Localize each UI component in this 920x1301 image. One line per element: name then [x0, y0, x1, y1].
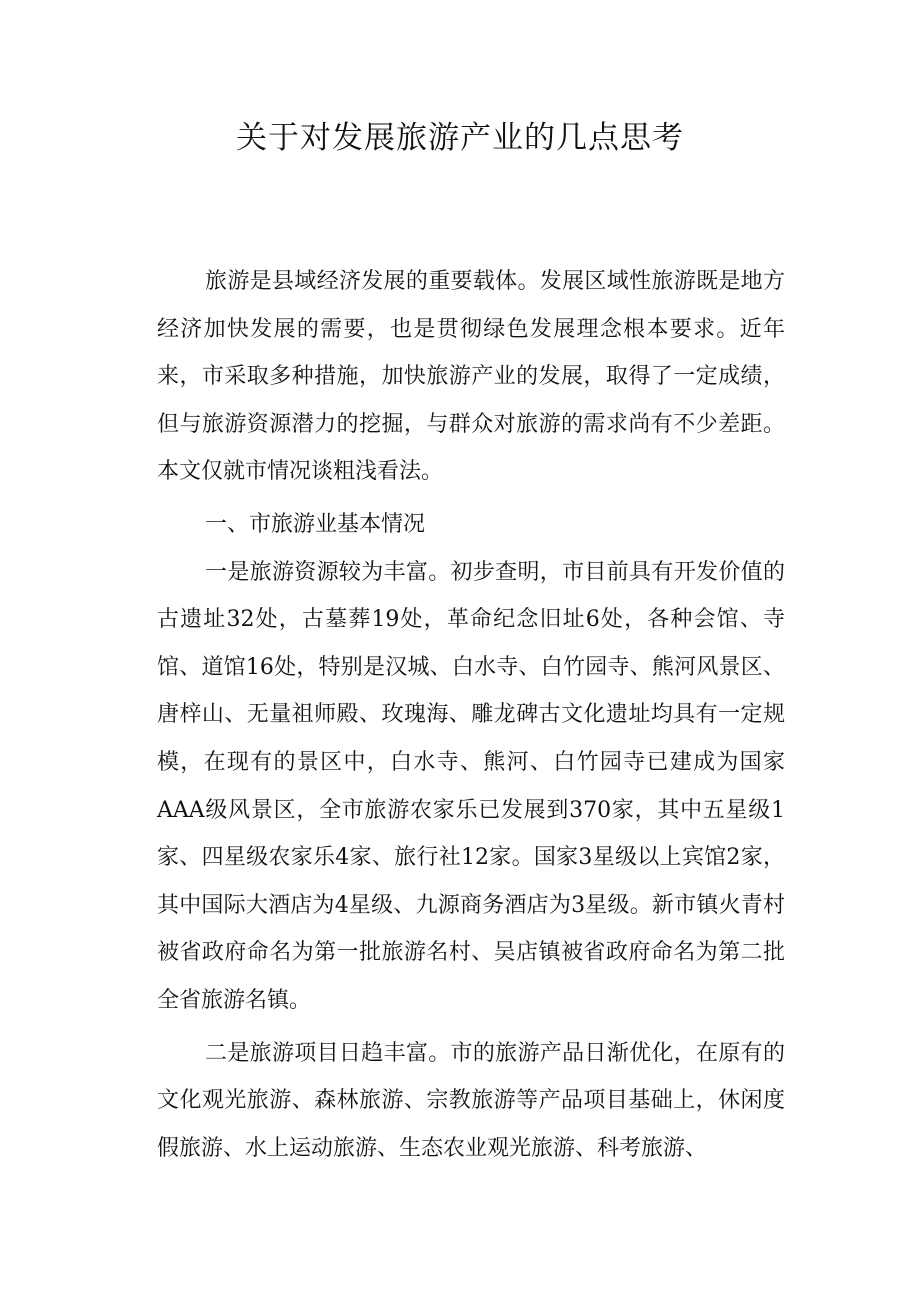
document-title: 关于对发展旅游产业的几点思考 — [236, 120, 684, 156]
document-body — [157, 258, 785, 1172]
section-heading: 一、市旅游业基本情况 — [205, 511, 426, 537]
projects-paragraph: 二是旅游项目日趋丰富。市的旅游产品日渐优化，在原有的文化观光旅游、森林旅游、宗教旅游等产品项目基础上，休闲度假旅游、水上运动旅游、生态农业观光旅游、科考旅游、 — [157, 1040, 785, 1161]
resources-paragraph: 一是旅游资源较为丰富。初步查明，市目前具有开发价值的古遗址32处，古墓葬19处，革命纪念旧址6处，各种会馆、寺馆、道馆16处，特别是汉城、白水寺、白竹园寺、熊河风景区、唐梓山、无量祖师殿、玫瑰海、雕龙碑古文化遗址均具有一定规模，在现有的景区中，白水寺、熊河、白竹园寺已建成为国家AAA级风景区，全市旅游农家乐已发展到370家，其中五星级1家、四星级农家乐4家、旅行社12家。国家3星级以上宾馆2家，其中国际大酒店为4星级、九源商务酒店为3星级。新市镇火青村被省政府命名为第一批旅游名村、吴店镇被省政府命名为第二批全省旅游名镇。 — [157, 559, 785, 1013]
intro-paragraph: 旅游是县域经济发展的重要载体。发展区域性旅游既是地方经济加快发展的需要，也是贯彻绿色发展理念根本要求。近年来，市采取多种措施，加快旅游产业的发展，取得了一定成绩，但与旅游资源潜力的挖掘，与群众对旅游的需求尚有不少差距。本文仅就市情况谈粗浅看法。 — [157, 269, 785, 485]
